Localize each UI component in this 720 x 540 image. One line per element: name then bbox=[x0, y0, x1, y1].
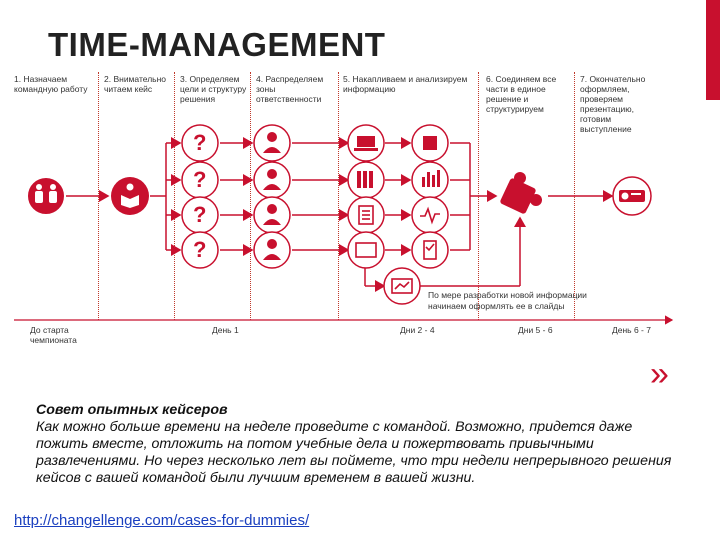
timeline-label: День 1 bbox=[212, 325, 239, 335]
timeline-label: Дни 2 - 4 bbox=[400, 325, 435, 335]
timeline-label: Дни 5 - 6 bbox=[518, 325, 553, 335]
advice-heading: Совет опытных кейсеров bbox=[36, 402, 228, 418]
advice-body: Как можно больше времени на неделе проведите с командой. Возможно, придется даже пожить вместе, отложить на потом учебные дела и пожертвовать привычными развлечениями. Но через несколько лет вы поймете, что три недели непрерывного решения кейсов с вашей командой были лучшим временем в вашей жизни. bbox=[36, 419, 672, 486]
step-label-7: 7. Окончательно оформляем, проверяем презентацию, готовим выступление bbox=[580, 74, 646, 134]
question-mark: ? bbox=[193, 167, 207, 192]
step-label-5: 5. Накапливаем и анализируем информацию bbox=[343, 74, 468, 94]
step-label-2: 2. Внимательно читаем кейс bbox=[104, 74, 166, 94]
page-title: TIME-MANAGEMENT bbox=[48, 26, 386, 63]
person-icon bbox=[254, 197, 290, 233]
puzzle-icon bbox=[499, 172, 542, 215]
person-icon bbox=[254, 162, 290, 198]
question-mark: ? bbox=[193, 130, 207, 155]
slides-note: По мере разработки новой информации начинаем оформлять ее в слайды bbox=[428, 290, 587, 311]
person-icon bbox=[254, 232, 290, 268]
question-mark: ? bbox=[193, 202, 207, 227]
question-mark: ? bbox=[193, 237, 207, 262]
reader-icon bbox=[111, 177, 149, 215]
source-link[interactable]: http://changellenge.com/cases-for-dummies/ bbox=[14, 512, 310, 529]
timeline-label: До старта чемпионата bbox=[30, 325, 77, 345]
person-icon bbox=[254, 125, 290, 161]
timeline-label: День 6 - 7 bbox=[612, 325, 651, 335]
newspaper-icon bbox=[348, 232, 384, 268]
advice-block bbox=[36, 402, 686, 487]
step-label-6: 6. Соединяем все части в единое решение и структурируем bbox=[486, 74, 557, 114]
step-label-3: 3. Определяем цели и структуру решения bbox=[180, 74, 247, 104]
step-label-1: 1. Назначаем командную работу bbox=[14, 74, 88, 94]
team-icon bbox=[27, 177, 65, 215]
step-label-4: 4. Распределяем зоны ответственности bbox=[256, 74, 324, 104]
chevron-right-icon: » bbox=[650, 355, 669, 393]
